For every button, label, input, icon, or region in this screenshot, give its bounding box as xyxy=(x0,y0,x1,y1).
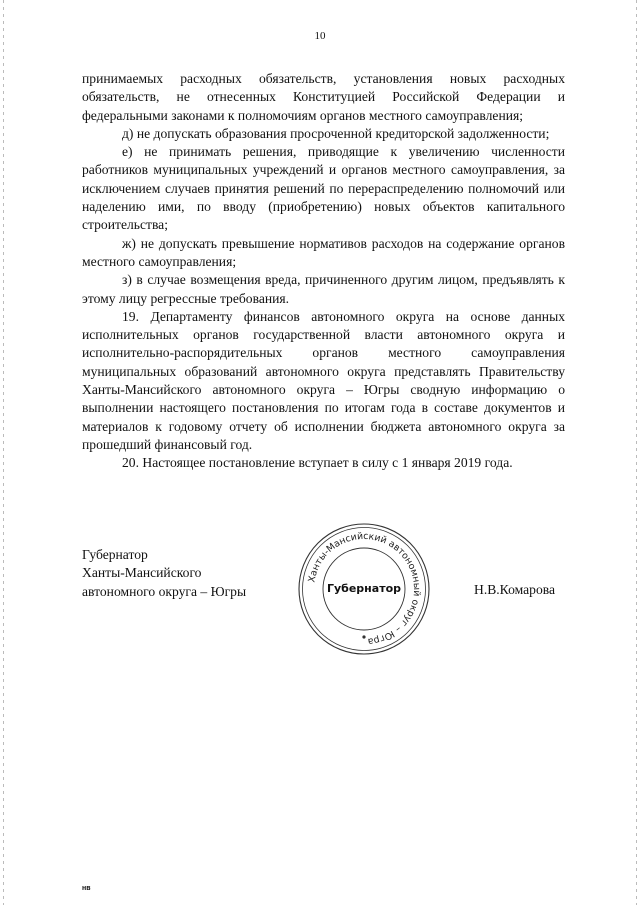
document-body xyxy=(82,70,565,473)
official-seal xyxy=(296,521,432,657)
paragraph-19: 19. Департаменту финансов автономного округа на основе данных исполнительных органов государственной власти автономного округа и исполнительно-распорядительных органов местного самоуправления муниципальных образований автономного округа представлять Правительству Ханты-Мансийского автономного округа – Югры сводную информацию о выполнении настоящего постановления по итогам года в составе документов и материалов к годовому отчету об исполнении бюджета автономного округа за прошедший финансовый год. xyxy=(82,308,565,452)
paragraph-item-z: з) в случае возмещения вреда, причиненного другим лицом, предъявлять к этому лицу регрессные требования. xyxy=(82,272,565,306)
signatory-title-line2: Ханты-Мансийского xyxy=(82,565,202,581)
paragraph-item-e: е) не принимать решения, приводящие к увеличению численности работников муниципальных учреждений и органов местного самоуправления, за исключением случаев принятия решений по перераспределению полномочий или наделению ими, по вводу (приобретению) новых объектов капитального строительства; xyxy=(82,144,565,233)
paragraph-item-zh: ж) не допускать превышение нормативов расходов на содержание органов местного самоуправления; xyxy=(82,235,565,269)
footer-initials: нв xyxy=(82,885,91,892)
seal-center-text: Губернатор xyxy=(326,582,402,595)
seal-ring-text: Ханты-Мансийский автономный округ – Югра xyxy=(306,530,423,647)
signer-name: Н.В.Комарова xyxy=(474,582,556,597)
signatory-title-line1: Губернатор xyxy=(82,547,148,562)
signatory-title-line3: автономного округа – Югры xyxy=(82,583,247,599)
seal-dot xyxy=(362,635,365,638)
paragraph-20: 20. Настоящее постановление вступает в силу с 1 января 2019 года. xyxy=(122,455,513,471)
page-number: 10 xyxy=(314,30,326,42)
right-scan-edge xyxy=(636,0,637,905)
left-scan-edge xyxy=(3,0,4,905)
paragraph-continuation: принимаемых расходных обязательств, установления новых расходных обязательств, не отнесенных Конституцией Российской Федерации и федеральными законами к полномочиям органов местного самоуправления; xyxy=(82,71,565,123)
signatory-title xyxy=(82,546,246,601)
paragraph-item-d: д) не допускать образования просроченной кредиторской задолженности; xyxy=(122,125,550,141)
